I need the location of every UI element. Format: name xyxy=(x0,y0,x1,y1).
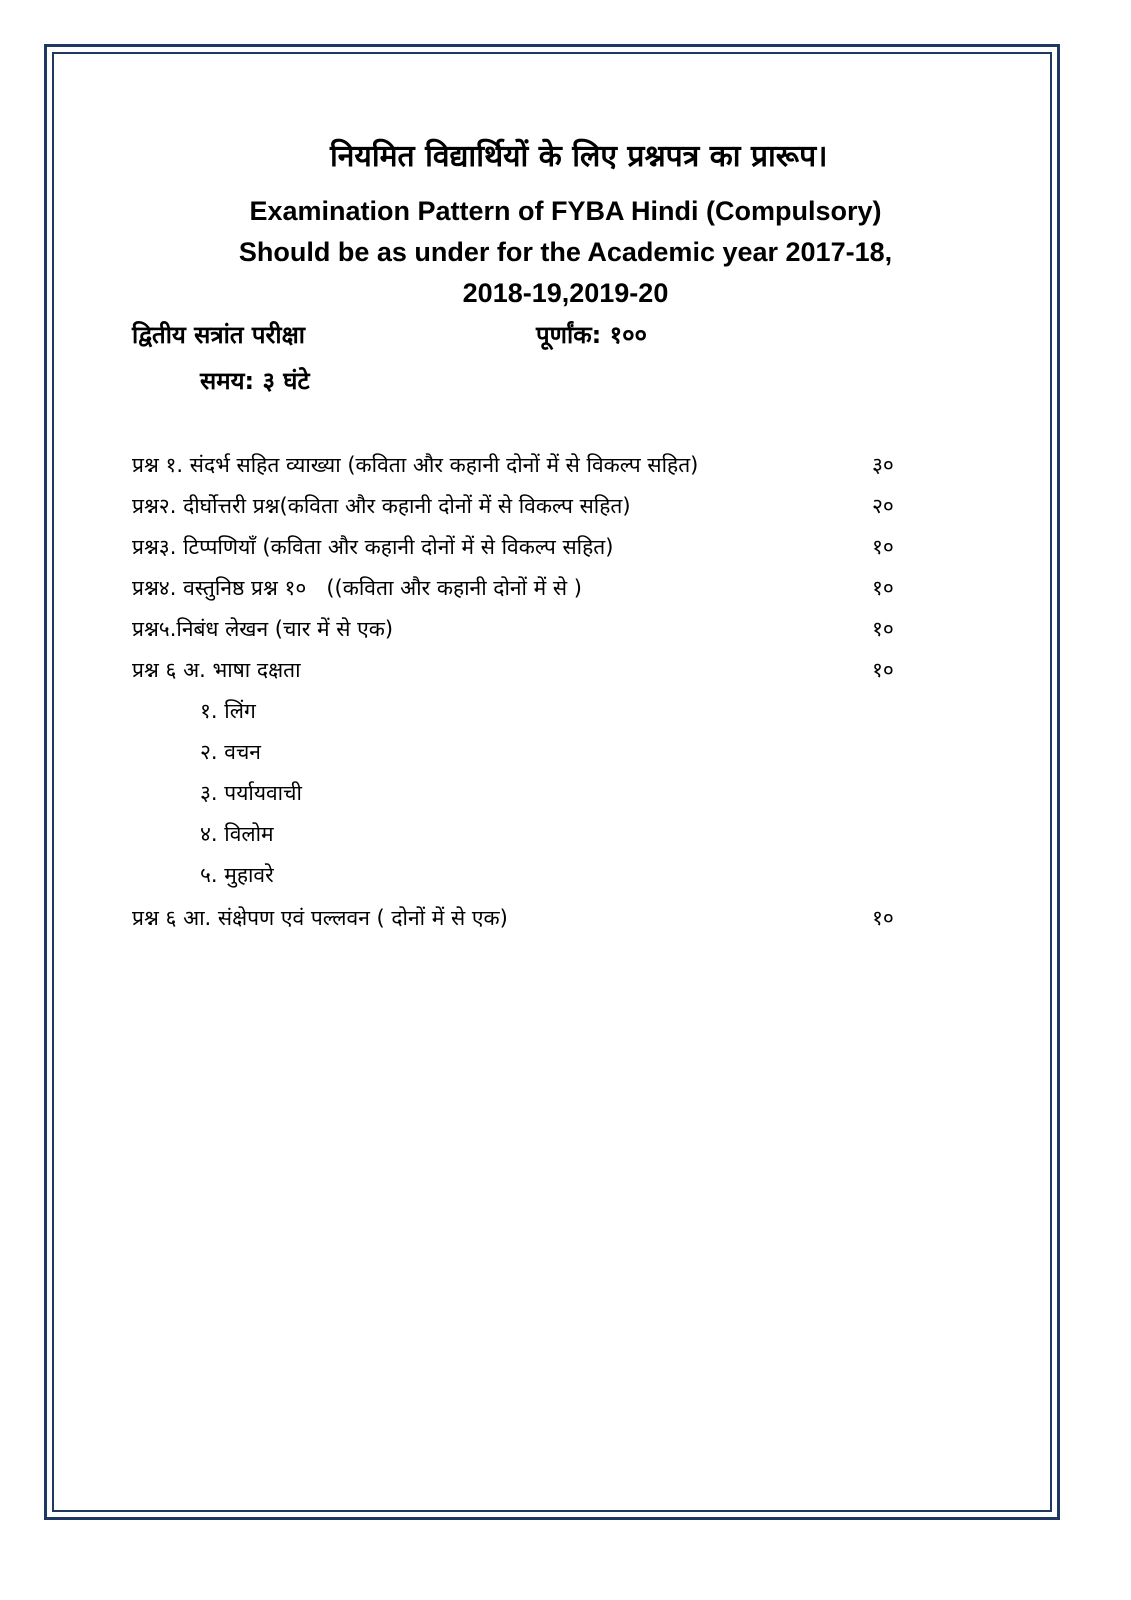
skill-item-3: ३. पर्यायवाची xyxy=(200,781,302,805)
question-marks-3: १० xyxy=(872,535,894,559)
question-row-2: प्रश्न२. दीर्घोत्तरी प्रश्न(कविता और कहानी दोनों में से विकल्प सहित) xyxy=(132,494,631,518)
question-marks-5: १० xyxy=(872,617,894,641)
exam-name: द्वितीय सत्रांत परीक्षा xyxy=(132,321,305,349)
hindi-title: नियमित विद्यार्थियों के लिए प्रश्नपत्र का प्रारूप। xyxy=(330,139,828,174)
final-question-row: प्रश्न ६ आ. संक्षेपण एवं पल्लवन ( दोनों में से एक) xyxy=(132,906,508,930)
skill-item-5: ५. मुहावरे xyxy=(200,863,274,887)
final-question-marks: १० xyxy=(872,906,894,930)
question-marks-6: १० xyxy=(872,658,894,682)
question-row-6: प्रश्न ६ अ. भाषा दक्षता xyxy=(132,658,301,682)
duration: समय: ३ घंटे xyxy=(200,367,310,395)
skill-item-2: २. वचन xyxy=(200,740,261,764)
question-row-4: प्रश्न४. वस्तुनिष्ठ प्रश्न १० ((कविता और कहानी दोनों में से ) xyxy=(132,576,582,600)
question-marks-2: २० xyxy=(872,494,894,518)
total-marks: पूर्णांक: १०० xyxy=(536,321,648,349)
skill-item-4: ४. विलोम xyxy=(200,822,274,846)
english-title-line-3: 2018-19,2019-20 xyxy=(462,278,669,308)
question-row-3: प्रश्न३. टिप्पणियाँ (कविता और कहानी दोनों में से विकल्प सहित) xyxy=(132,535,614,559)
question-row-1: प्रश्न १. संदर्भ सहित व्याख्या (कविता और कहानी दोनों में से विकल्प सहित) xyxy=(132,453,699,477)
question-marks-1: ३० xyxy=(872,453,894,477)
question-row-5: प्रश्न५.निबंध लेखन (चार में से एक) xyxy=(132,617,394,641)
english-title-line-1: Examination Pattern of FYBA Hindi (Compulsory) xyxy=(249,196,882,226)
question-marks-4: १० xyxy=(872,576,894,600)
english-title-line-2: Should be as under for the Academic year 2017-18, xyxy=(238,237,893,267)
skill-item-1: १. लिंग xyxy=(200,699,256,723)
